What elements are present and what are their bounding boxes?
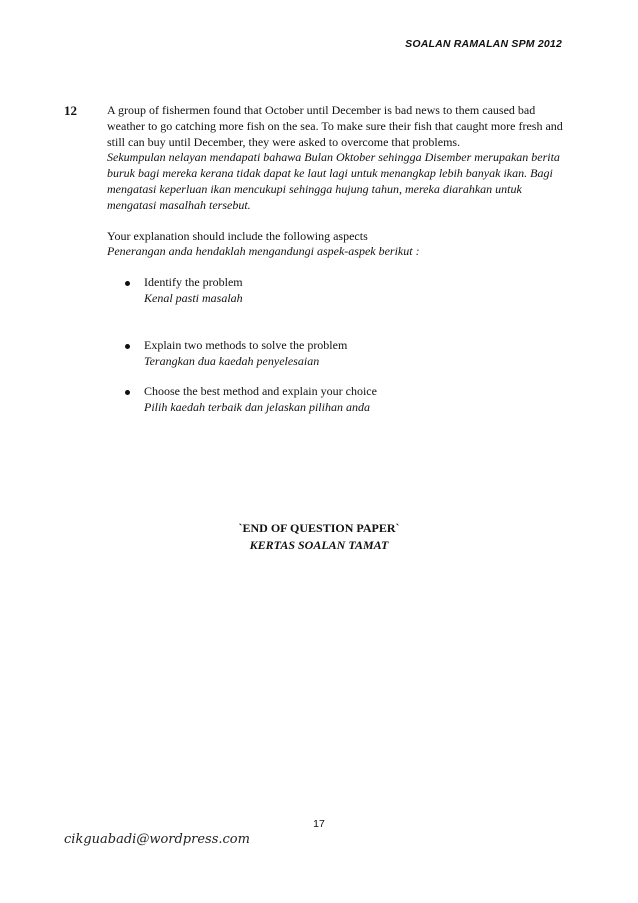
question-text-malay: Sekumpulan nelayan mendapati bahawa Bulan Oktober sehingga Disember merupakan berita buruk bagi mereka kerana tidak dapat ke laut lagi untuk menangkap lebih banyak ikan. Bagi mengatasi keperluan ikan mencukupi sehingga hujung tahun, mereka diarahkan untuk mengatasi masalhah tersebut. xyxy=(107,150,560,212)
instruction-english: Your explanation should include the following aspects xyxy=(107,228,368,243)
aspect-item xyxy=(107,338,567,370)
page-header: SOALAN RAMALAN SPM 2012 xyxy=(405,38,562,50)
aspect-malay: Kenal pasti masalah xyxy=(144,290,243,305)
question-text-english: A group of fishermen found that October until December is bad news to them caused bad weather to go catching more fish on the sea. To make sure their fish that caught more fresh and still can buy until December, they were asked to overcome that problems. xyxy=(107,103,563,149)
aspect-english: Choose the best method and explain your choice xyxy=(144,384,377,399)
aspect-english: Identify the problem xyxy=(144,275,243,290)
bullet-icon xyxy=(125,344,130,349)
aspect-item xyxy=(107,384,567,416)
question-number: 12 xyxy=(64,103,77,118)
page-number: 17 xyxy=(313,818,325,830)
aspect-malay: Terangkan dua kaedah penyelesaian xyxy=(144,353,320,368)
question-body xyxy=(107,103,567,416)
bullet-icon xyxy=(125,390,130,395)
instruction-malay: Penerangan anda hendaklah mengandungi aspek-aspek berikut : xyxy=(107,244,420,259)
aspect-item xyxy=(107,275,567,307)
bullet-icon xyxy=(125,281,130,286)
end-of-paper xyxy=(0,520,638,554)
end-text-english: `END OF QUESTION PAPER` xyxy=(238,521,400,535)
footer-website: cikguabadi@wordpress.com xyxy=(64,832,250,847)
aspect-english: Explain two methods to solve the problem xyxy=(144,337,348,352)
aspect-malay: Pilih kaedah terbaik dan jelaskan pilihan anda xyxy=(144,400,370,415)
end-text-malay: KERTAS SOALAN TAMAT xyxy=(249,538,389,552)
